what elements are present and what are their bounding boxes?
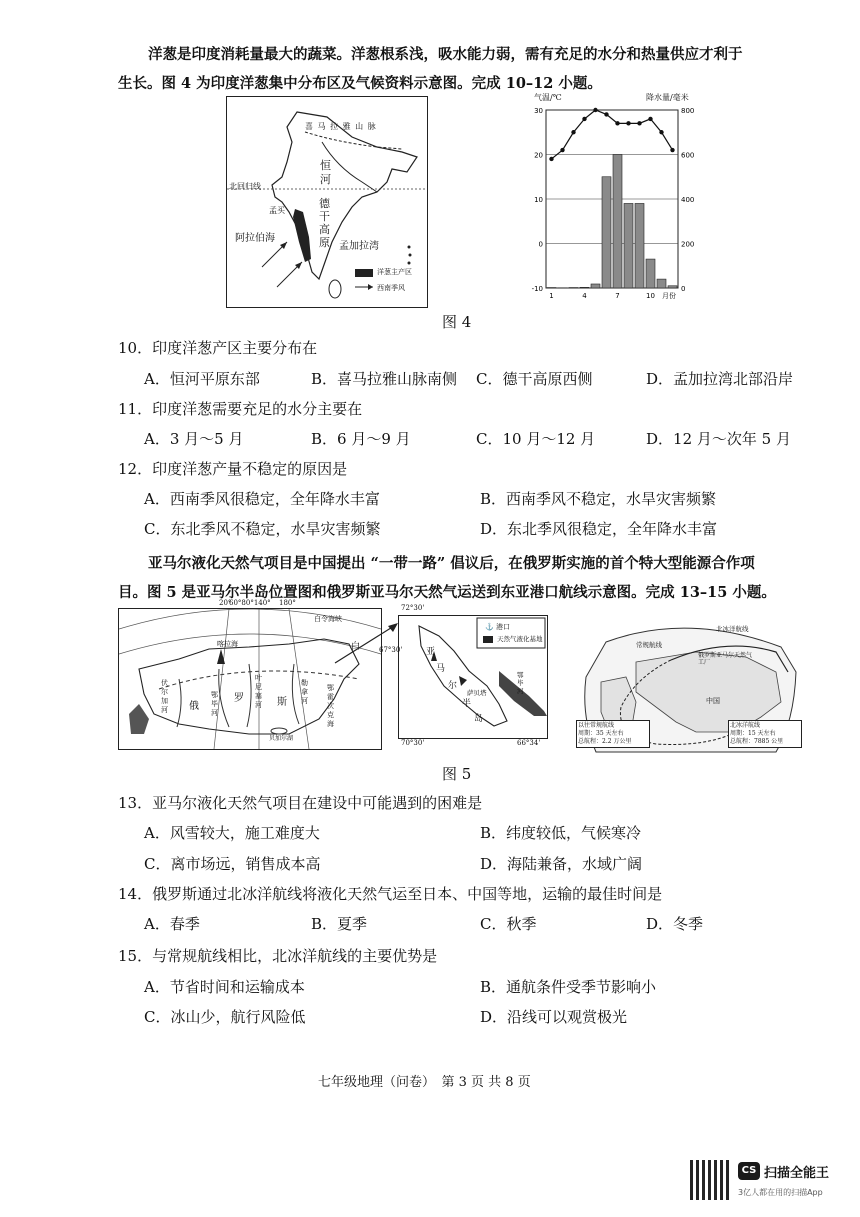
yamal-plant-label: 俄罗斯亚马尔天然气工厂 [698, 652, 753, 666]
mumbai-label: 孟买 [269, 206, 285, 215]
volga-label: 伏尔加河 [161, 679, 168, 714]
scanner-tagline: 3亿人都在用的扫描App [738, 1188, 823, 1197]
tropic-label: 北回归线 [229, 182, 261, 191]
q11-option-b[interactable]: B．6 月～9 月 [311, 430, 411, 448]
q14-option-d[interactable]: D．冬季 [646, 915, 704, 933]
x-unit-label: 月份 [662, 292, 676, 300]
y-left-tick-label: 20 [534, 151, 543, 160]
q13-option-b[interactable]: B．纬度较低，气候寒冷 [480, 824, 642, 842]
temperature-point [560, 148, 564, 152]
coord-label: 66°34' [517, 739, 541, 747]
legend-lng-base: 天然气液化基地 [497, 635, 543, 643]
q14-option-a[interactable]: A．春季 [144, 915, 200, 933]
precipitation-bar [668, 286, 677, 288]
map-label: 白 [351, 642, 361, 652]
regular-route-label: 常规航线 [636, 641, 662, 649]
box-line: 总航程：7885 公里 [730, 738, 784, 745]
okhotsk-label: 鄂霍次克海 [327, 684, 334, 728]
y-right-tick-label: 0 [681, 285, 686, 293]
q10-option-d[interactable]: D．孟加拉湾北部沿岸 [646, 370, 794, 388]
figure-4-caption: 图 4 [442, 313, 472, 331]
precipitation-bar [602, 177, 611, 288]
y-left-tick-label: 0 [538, 240, 543, 249]
q12-option-b[interactable]: B．西南季风不稳定，水旱灾害频繁 [480, 490, 717, 508]
q12-option-a[interactable]: A．西南季风很稳定，全年降水丰富 [144, 490, 380, 508]
lon-label: 20° [219, 599, 232, 607]
precipitation-bar [646, 259, 655, 288]
baikal-label: 贝加尔湖 [269, 735, 294, 742]
legend-port: ⚓ 港口 [485, 623, 510, 631]
shipping-routes-map [576, 622, 800, 760]
question-12-stem: 12．印度洋葱产量不稳定的原因是 [118, 460, 348, 478]
q13-option-a[interactable]: A．风雪较大，施工难度大 [144, 824, 320, 842]
question-11-stem: 11．印度洋葱需要充足的水分主要在 [118, 400, 363, 418]
yamal-label: 岛 [474, 714, 484, 724]
temperature-point [615, 121, 619, 125]
q12-option-d[interactable]: D．东北季风很稳定，全年降水丰富 [480, 520, 718, 538]
q15-option-d[interactable]: D．沿线可以观赏极光 [480, 1008, 628, 1026]
intro-line: 洋葱是印度消耗量最大的蔬菜。洋葱根系浅，吸水能力弱，需有充足的水分和热量供应才利于 [148, 46, 743, 63]
question-14-stem: 14．俄罗斯通过北冰洋航线将液化天然气运至日本、中国等地，运输的最佳时间是 [118, 885, 663, 903]
arctic-route-box [728, 720, 802, 748]
climate-chart-svg [528, 92, 708, 310]
y-left-tick-label: 10 [534, 196, 543, 204]
legend-sw-monsoon: 西南季风 [377, 284, 405, 292]
temperature-point [593, 108, 597, 112]
box-line: 总航程：2.2 万公里 [578, 738, 632, 745]
q13-option-c[interactable]: C．离市场远，销售成本高 [144, 855, 321, 873]
lon-label: 60°80°140° [229, 599, 271, 607]
q10-option-b[interactable]: B．喜马拉雅山脉南侧 [311, 370, 458, 388]
question-15-stem: 15．与常规航线相比，北冰洋航线的主要优势是 [118, 947, 438, 965]
coord-label: 70°30' [401, 739, 425, 747]
temperature-point [582, 117, 586, 121]
qr-code-icon [690, 1160, 730, 1200]
temperature-point [604, 112, 608, 116]
precipitation-bar [613, 155, 622, 289]
x-tick-label: 7 [615, 292, 620, 300]
question-10-stem: 10．印度洋葱产区主要分布在 [118, 339, 318, 357]
q15-option-a[interactable]: A．节省时间和运输成本 [144, 978, 305, 996]
temperature-line [552, 110, 673, 159]
y-right-tick-label: 800 [681, 107, 695, 115]
bering-strait-label: 白令海峡 [314, 615, 342, 623]
q10-option-c[interactable]: C．德干高原西侧 [476, 370, 593, 388]
precipitation-bar [580, 287, 589, 288]
figure-5-caption: 图 5 [442, 765, 472, 783]
yamal-label: 尔 [448, 681, 458, 691]
x-tick-label: 10 [646, 292, 655, 300]
intro-line: 亚马尔液化天然气项目是中国提出 “一带一路” 倡议后，在俄罗斯实施的首个特大型能源合作项 [148, 555, 755, 572]
legend-port-label: 港口 [495, 623, 510, 631]
kara-sea-label: 喀拉海 [217, 640, 238, 648]
lena-label: 勒拿河 [301, 679, 308, 705]
intro-line: 目。图 5 是亚马尔半岛位置图和俄罗斯亚马尔天然气运送到东亚港口航线示意图。完成 13–15 小题。 [118, 584, 776, 601]
arctic-route-label: 北冰洋航线 [716, 625, 749, 633]
q11-option-d[interactable]: D．12 月～次年 5 月 [646, 430, 791, 448]
lon-label: 180° [279, 599, 296, 607]
page-footer: 七年级地理（问卷） 第 3 页 共 8 页 [318, 1075, 531, 1090]
temperature-point [549, 157, 553, 161]
ob-gulf-label: 鄂毕河 [517, 671, 524, 695]
arabian-sea-label: 阿拉伯海 [235, 233, 275, 244]
y-left-tick-label: 30 [534, 107, 543, 115]
himalaya-label: 喜 马 拉 雅 山 脉 [305, 122, 377, 131]
box-line: 周期：35 天左右 [578, 730, 624, 737]
y-left-label: 气温/℃ [534, 93, 562, 102]
intro-line: 生长。图 4 为印度洋葱集中分布区及气候资料示意图。完成 10–12 小题。 [118, 75, 602, 92]
q11-option-c[interactable]: C．10 月～12 月 [476, 430, 596, 448]
climate-chart [528, 92, 708, 310]
ganges-label: 恒 河 [320, 159, 331, 186]
temperature-point [648, 117, 652, 121]
camscanner-logo-icon: CS [738, 1162, 760, 1180]
x-tick-label: 4 [582, 292, 587, 300]
box-line: 周期：15 天左右 [730, 730, 776, 737]
q14-option-b[interactable]: B．夏季 [311, 915, 368, 933]
yamal-label: 马 [436, 664, 446, 674]
q14-option-c[interactable]: C．秋季 [480, 915, 537, 933]
box-line: 北冰洋航线 [730, 722, 761, 729]
map-label: 俄 [189, 701, 199, 712]
ob-label: 鄂毕河 [211, 691, 218, 717]
q15-option-b[interactable]: B．通航条件受季节影响小 [480, 978, 657, 996]
q10-option-a[interactable]: A．恒河平原东部 [144, 370, 260, 388]
y-right-tick-label: 200 [681, 240, 695, 249]
q13-option-d[interactable]: D．海陆兼备，水域广阔 [480, 855, 643, 873]
scanner-app-name: 扫描全能王 [764, 1166, 830, 1181]
connector-arrow-icon [330, 618, 403, 668]
y-right-label: 降水量/毫米 [646, 93, 689, 102]
y-right-tick-label: 400 [681, 196, 695, 204]
bay-of-bengal-label: 孟加拉湾 [339, 241, 379, 252]
yamal-map [379, 604, 548, 747]
x-tick-label: 1 [549, 292, 554, 300]
india-map [226, 96, 428, 308]
precipitation-bar [657, 279, 666, 288]
yamal-label: 半 [462, 699, 472, 709]
question-13-stem: 13．亚马尔液化天然气项目在建设中可能遇到的困难是 [118, 794, 483, 812]
q12-option-c[interactable]: C．东北季风不稳定，水旱灾害频繁 [144, 520, 381, 538]
map-label: 斯 [277, 697, 287, 708]
yamal-label: 亚 [426, 647, 436, 657]
sabetta-label: 萨贝塔 [467, 689, 487, 697]
temperature-point [571, 130, 575, 134]
box-line: 以往常规航线 [578, 722, 615, 729]
coord-label: 72°30' [401, 604, 425, 612]
temperature-point [637, 121, 641, 125]
yenisei-label: 叶尼塞河 [255, 674, 262, 709]
coord-label: 67°30' [379, 646, 403, 654]
china-label: 中国 [706, 697, 720, 705]
q11-option-a[interactable]: A．3 月～5 月 [144, 430, 244, 448]
precipitation-bar [635, 203, 644, 288]
precipitation-bar [591, 284, 600, 288]
precipitation-bar [624, 203, 633, 288]
y-right-tick-label: 600 [681, 151, 695, 160]
deccan-label: 德 干 高 原 [319, 197, 330, 249]
map-label: 罗 [234, 693, 244, 704]
temperature-point [659, 130, 663, 134]
temperature-point [626, 121, 630, 125]
q15-option-c[interactable]: C．冰山少，航行风险低 [144, 1008, 306, 1026]
regular-route-box [576, 720, 650, 748]
intro-paragraph-1 [118, 40, 818, 98]
y-left-tick-label: -10 [531, 285, 543, 293]
legend-onion-region: 洋葱主产区 [377, 268, 412, 276]
temperature-point [670, 148, 674, 152]
